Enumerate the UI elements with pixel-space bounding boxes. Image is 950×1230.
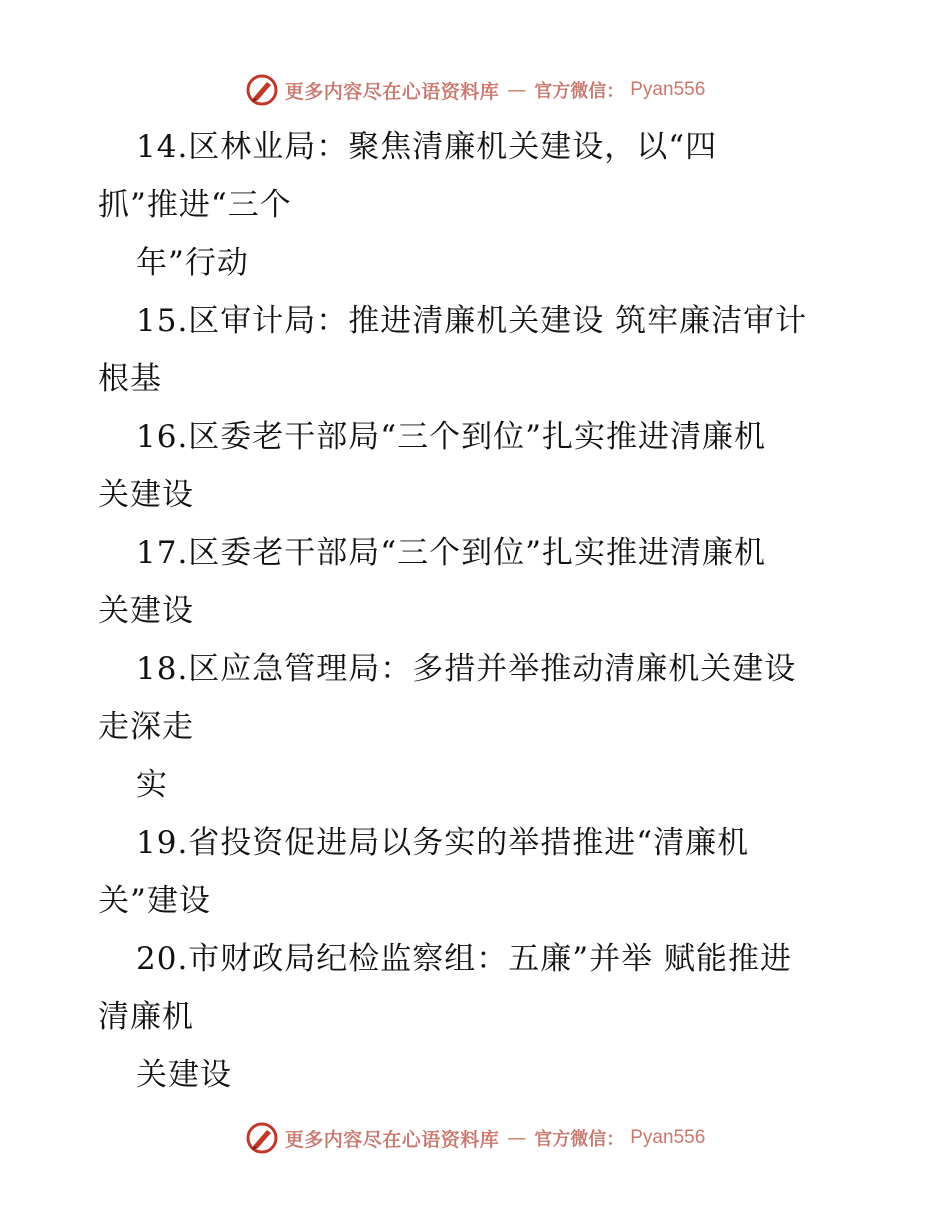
watermark-id: Pyan556: [630, 1127, 706, 1148]
doc-line: 17.区委老干部局“三个到位”扎实推进清廉机: [136, 535, 766, 571]
doc-line: 根基: [98, 361, 162, 397]
watermark-footer: [0, 1118, 950, 1158]
doc-line: 关建设: [98, 593, 194, 629]
watermark-suffix: 官方微信：: [534, 1129, 625, 1150]
doc-line: 20.市财政局纪检监察组：五廉”并举 赋能推进: [136, 941, 793, 977]
watermark-id: Pyan556: [630, 79, 706, 100]
watermark-text: 更多内容尽在心语资料库: [284, 1128, 500, 1151]
doc-line: 16.区委老干部局“三个到位”扎实推进清廉机: [136, 419, 766, 455]
watermark-dash: —: [507, 1127, 527, 1149]
doc-line: 抓”推进“三个: [98, 187, 292, 223]
doc-line: 实: [136, 767, 168, 803]
doc-line: 年”行动: [136, 245, 249, 281]
doc-line: 关建设: [98, 477, 194, 513]
pen-logo-icon: [245, 1121, 279, 1155]
doc-line: 19.省投资促进局以务实的举措推进“清廉机: [136, 825, 750, 861]
watermark-suffix: 官方微信：: [534, 81, 625, 102]
pen-logo-icon: [245, 73, 279, 107]
watermark-header: [0, 70, 950, 110]
watermark-dash: —: [507, 79, 527, 101]
watermark-text: 更多内容尽在心语资料库: [284, 80, 500, 103]
doc-line: 18.区应急管理局：多措并举推动清廉机关建设: [136, 651, 797, 687]
doc-line: 14.区林业局：聚焦清廉机关建设，以“四: [136, 129, 718, 165]
doc-line: 15.区审计局：推进清廉机关建设 筑牢廉洁审计: [136, 303, 808, 339]
doc-line: 关”建设: [98, 883, 211, 919]
doc-line: 关建设: [136, 1057, 232, 1093]
document-body: [98, 118, 888, 1104]
doc-line: 走深走: [98, 709, 194, 745]
doc-line: 清廉机: [98, 999, 194, 1035]
